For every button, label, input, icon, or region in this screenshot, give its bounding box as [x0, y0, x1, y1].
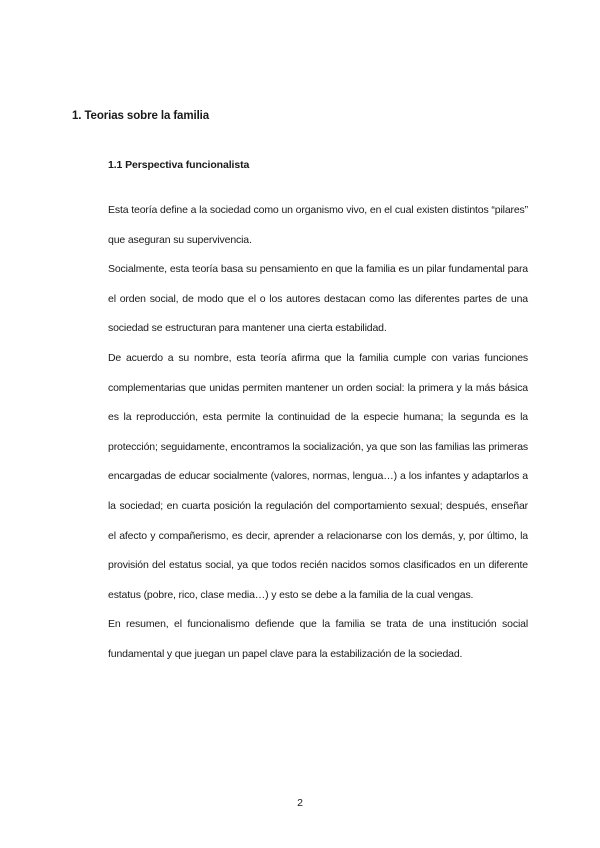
page-number: 2	[297, 797, 303, 809]
paragraph: De acuerdo a su nombre, esta teoría afirma que la familia cumple con varias funciones complementarias que unidas permiten mantener un orden social: la primera y la más básica es la reproducción, esta permite la continuidad de la especie humana; la segunda es la protección; seguidamente, encontramos la socialización, ya que son las familias las primeras encargadas de educar socialmente (valores, normas, lengua…) a los infantes y adaptarlos a la sociedad; en cuarta posición la regulación del comportamiento sexual; después, enseñar el afecto y compañerismo, es decir, aprender a relacionarse con los demás, y, por último, la provisión del estatus social, ya que todos recién nacidos somos clasificados en un diferente estatus (pobre, rico, clase media…) y esto se debe a la familia de la cual vengas.	[108, 351, 528, 601]
paragraph: En resumen, el funcionalismo defiende que la familia se trata de una institución social fundamental y que juegan un papel clave para la estabilización de la sociedad.	[108, 618, 528, 660]
body-text	[108, 196, 528, 670]
paragraph: Esta teoría define a la sociedad como un organismo vivo, en el cual existen distintos “pilares” que aseguran su supervivencia.	[108, 204, 528, 246]
subsection-heading: 1.1 Perspectiva funcionalista	[108, 159, 250, 171]
paragraph: Socialmente, esta teoría basa su pensamiento en que la familia es un pilar fundamental para el orden social, de modo que el o los autores destacan como las diferentes partes de una sociedad se estructuran para mantener una cierta estabilidad.	[108, 263, 528, 335]
section-heading: 1. Teorias sobre la familia	[72, 110, 210, 122]
